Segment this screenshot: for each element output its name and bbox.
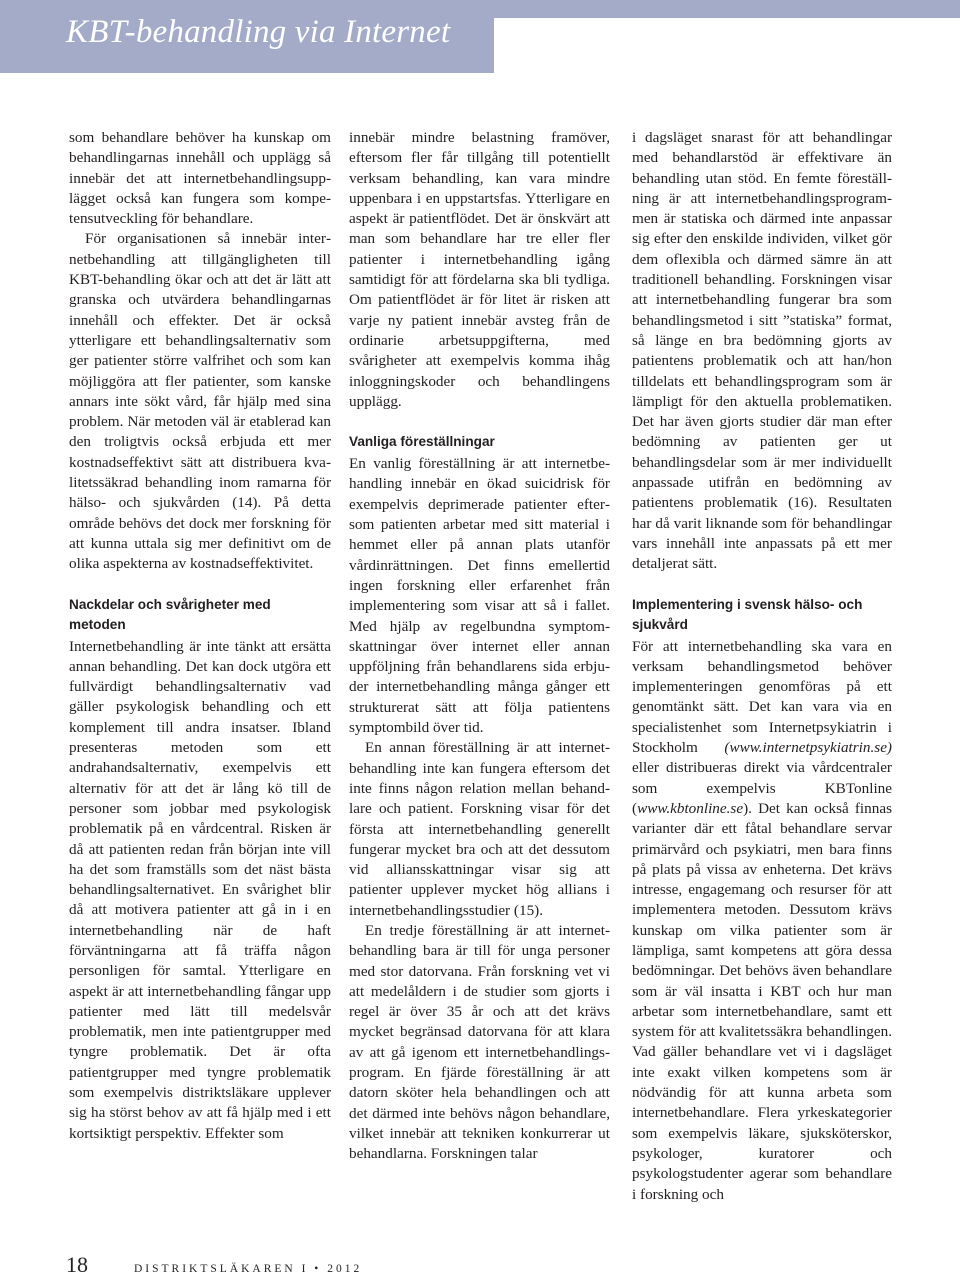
- journal-name: DISTRIKTSLÄKAREN I • 2012: [134, 1263, 363, 1275]
- paragraph: En annan föreställning är att internetbehandling inte kan fungera eftersom det inte finns någon relation mellan behandlare och patient. Forskning visar för det första att internetbehandling generellt fungerar mycket bra och att det dessutom vid alliansskattningar visar sig att patienter upplever mycket hög allians i internetbehandlingsstudier (15).: [349, 739, 610, 919]
- paragraph: Internetbehandling är inte tänkt att ersätta annan behandling. Det kan dock utgöra ett fullvärdigt behandlingsalternativ vad gäller psykologisk behandling och ett komplement till andra insatser. Ibland presenteras metoden som ett andrahandsalternativ, exempelvis ett alternativ för att det är lång kö till de personer som jobbar med psykologisk problematik på en vårdcentral. Risken är då att patienten redan från början inte vill ha det som framställs som det näst bästa behandlingsalternativet. En svårighet blir då att motivera patienter att gå in i en internetbehandling när de haft förväntningarna att få träffa någon personligen för samtal. Ytterligare en aspekt är att internetbehandling fångar upp patienter med lätt till medelsvår problematik, men inte patientgrupper med tyngre problematik. Det är ofta patientgrupper med tyngre problematik som exempelvis distriktsläkare upplever sig ha störst behov av att få hjälp med i ett kortsiktigt perspektiv. Effekter som: [69, 637, 331, 1142]
- text-column-2: [349, 128, 610, 1165]
- page-number: 18: [66, 1252, 88, 1277]
- paragraph: En tredje föreställning är att internetbehandling bara är till för unga personer med stor datorvana. Från forskning vet vi att medelåldern i de studier som gjorts i regel är över 35 år och att det krävs mycket begränsad datorvana för att klara av att gå igenom ett internetbehandlingsprogram. En fjärde föreställning är att datorn sköter hela behandlingen och att det därmed inte behövs någon behandlare, vilket innebär att tekniken konkurrerar ut behandlarna. Forskningen talar: [349, 921, 610, 1163]
- paragraph: i dagsläget snarast för att behandlingar med behandlarstöd är effektivare än behandling utan stöd. En femte föreställning är att internetbehandlingsprogrammen är statiska och därmed inte anpassar sig efter den enskilde individen, vilket gör dem oflexibla och därmed sämre än att traditionell behandling. Forskningen visar att internetbehandling fungerar bra som behandlingsmetod i sitt ”statiska” format, så länge en bra bedömning gjorts av patientens problematik och att han/hon tilldelats ett behandlingsprogram som är lämpligt för den aktuella problematiken. Det har även gjorts studier där man efter bedömning av patienten ger ut behandlingsdelar som är mer individuellt anpassade utifrån en bedömning av patientens problematik (16). Resultaten har då varit liknande som för behandlingar vars innehåll inte anpassats på ett mer detaljerat sätt.: [632, 129, 892, 573]
- paragraph: som behandlare behöver ha kunskap om behandlingarnas innehåll och upplägg så innebär det att internetbehandlingsupplägget också kan fungera som kompetensutveckling för behandlare.: [69, 129, 331, 228]
- link-kbtonline[interactable]: www.kbtonline.se: [637, 799, 744, 817]
- text-span: För att internetbehandling ska vara en verksam behandlingsmetod behöver implementeringen genomföras på ett genomtänkt sätt. Det kan vara via en specialistenhet som Internetpsykiatrin i Stockholm: [632, 637, 892, 757]
- section-heading: Nackdelar och svårigheter med metoden: [69, 596, 271, 632]
- text-span: eller distribueras direkt via vårdcentraler som exempelvis KBTonline (: [632, 759, 892, 817]
- paragraph: innebär mindre belastning framöver, eftersom fler får tillgång till potentiellt verksam behandling, kan vara mindre uppenbara i en uppstartsfas. Ytterligare en aspekt är patientflödet. Det är önskvärt att man som behandlare har tre eller fler patienter i internetbehandling igång samtidigt för att fördelarna ska bli tydliga. Om patientflödet är för litet är risken att varje ny patient innebär avsteg från de ordinarie arbetsuppgifterna, med svårigheter att exempelvis komma ihåg inloggningskoder och behandlingens upplägg.: [349, 129, 610, 410]
- paragraph: En vanlig föreställning är att internetbehandling innebär en ökad suicidrisk för exempelvis deprimerade patienter eftersom patienten arbetar med sitt material i hemmet eller på annan plats utanför vårdinrättningen. Det finns emellertid ingen forskning eller erfarenhet från implementering som visar att så i fallet. Med hjälp av regelbundna symptomskattningar över internet eller annan uppföljning från behandlarens sida erbjuder internetbehandling många gånger ett strukturerat sätt att följa patientens symptombild över tid.: [349, 455, 610, 737]
- section-heading: Implementering i svensk hälso- och sjukvård: [632, 596, 863, 632]
- text-span: ). Det kan också finnas varianter där ett fåtal behandlare servar primärvård och psykiatri, men bara finns på plats på vissa av enheterna. Det krävs intresse, engagemang och resurser för att implementera metoden. Dessutom krävs kunskap om vilka patienter som är lämpliga, samt kompetens att göra dessa bedömningar. Det behövs även behandlare som är väl insatta i KBT och hur man arbetar som internetbehandlare, samt ett system för att kvalitetssäkra behandlingen. Vad gäller behandlare vet vi i dagsläget inte exakt vilken kompetens som är nödvändig för att kunna arbeta som internetbehandlare. Flera yrkeskategorier som exempelvis läkare, sjuksköterskor, psykologer, kuratorer och psykologstudenter agerar som behandlare i forskning och: [632, 799, 892, 1203]
- page-title: KBT-behandling via Internet: [66, 14, 451, 50]
- section-heading: Vanliga föreställningar: [349, 434, 495, 450]
- paragraph: [632, 637, 892, 1205]
- header-strip: [494, 0, 960, 18]
- text-column-3: [632, 128, 892, 1205]
- paragraph: För organisationen så innebär internetbehandling att tillgängligheten till KBT-behandling ökar och att det är lätt att granska och utvärdera behandlingarnas innehåll och effekter. Det är också ytterligare ett behandlingsalternativ som ger patienter större valfrihet och som kan möjliggöra att fler patienter, som kanske annars inte sökt vård, får hjälp med sina problem. När metoden väl är etablerad kan den troligtvis också erbjuda ett mer kostnadseffektivt sätt att distribuera kvalitetssäkrad behandling inom ramarna för hälso- och sjukvården (14). På detta område behövs det dock mer forskning för att kunna uttala sig mer definitivt om de olika aspekterna av kostnadseffektivitet.: [69, 230, 331, 573]
- link-internetpsykiatrin[interactable]: (www.internetpsykiatrin.se): [724, 739, 892, 757]
- text-column-1: [69, 128, 331, 1144]
